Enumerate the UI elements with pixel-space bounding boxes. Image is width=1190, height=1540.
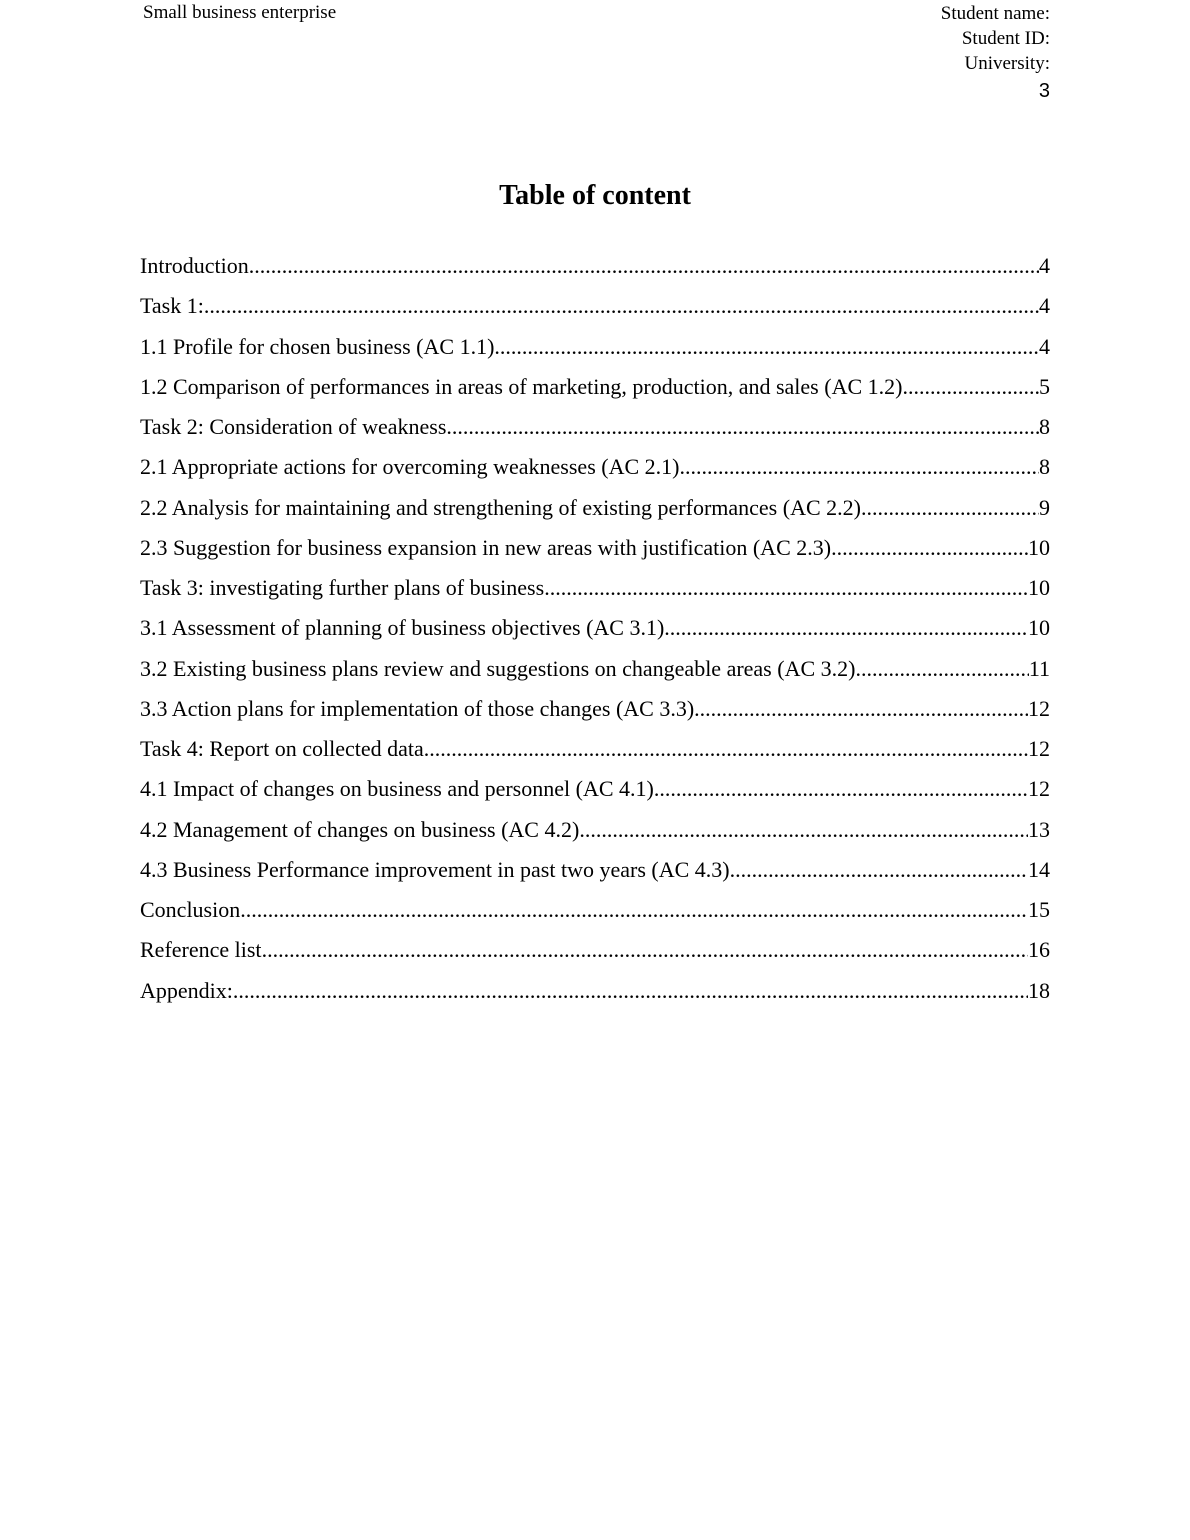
table-of-contents xyxy=(140,246,1050,1011)
toc-entry-label: 1.2 Comparison of performances in areas of marketing, production, and sales (AC 1.2) xyxy=(140,373,903,399)
toc-entry-page: 12 xyxy=(1028,776,1050,802)
toc-entry-label: 3.1 Assessment of planning of business objectives (AC 3.1) xyxy=(140,615,665,641)
toc-dot-leader xyxy=(204,286,1039,326)
toc-entry-label: 4.1 Impact of changes on business and personnel (AC 4.1) xyxy=(140,776,654,802)
toc-entry[interactable] xyxy=(140,810,1050,850)
toc-entry-label: Appendix: xyxy=(140,977,233,1003)
toc-dot-leader xyxy=(902,367,1039,407)
toc-dot-leader xyxy=(730,850,1028,890)
toc-entry-page: 14 xyxy=(1028,856,1050,882)
toc-entry[interactable] xyxy=(140,689,1050,729)
toc-dot-leader xyxy=(654,769,1028,809)
toc-dot-leader xyxy=(679,447,1039,487)
toc-dot-leader xyxy=(579,810,1028,850)
toc-dot-leader xyxy=(233,971,1028,1011)
toc-entry-label: Task 3: investigating further plans of business xyxy=(140,575,545,600)
toc-entry-label: Task 2: Consideration of weakness xyxy=(140,414,447,439)
toc-entry-page: 8 xyxy=(1039,454,1050,480)
toc-entry-page: 10 xyxy=(1028,534,1050,560)
toc-entry[interactable] xyxy=(140,407,1050,447)
running-header-title: Small business enterprise xyxy=(143,2,337,23)
toc-entry[interactable] xyxy=(140,890,1050,930)
toc-entry-label: 1.1 Profile for chosen business (AC 1.1) xyxy=(140,333,495,359)
toc-entry-page: 12 xyxy=(1028,736,1050,761)
toc-entry-page: 4 xyxy=(1039,333,1050,359)
toc-entry-label: 4.3 Business Performance improvement in past two years (AC 4.3) xyxy=(140,856,730,882)
toc-dot-leader xyxy=(855,649,1028,689)
toc-entry-label: 2.2 Analysis for maintaining and strengthening of existing performances (AC 2.2) xyxy=(140,494,861,520)
toc-dot-leader xyxy=(249,246,1039,286)
toc-entry[interactable] xyxy=(140,447,1050,487)
toc-dot-leader xyxy=(262,930,1028,970)
university-label: University: xyxy=(964,53,1050,74)
toc-entry[interactable] xyxy=(140,286,1050,326)
toc-entry-label: Task 1: xyxy=(140,293,204,319)
toc-entry-page: 12 xyxy=(1028,695,1050,721)
toc-entry-page: 4 xyxy=(1039,293,1050,319)
student-id-label: Student ID: xyxy=(961,28,1050,49)
toc-entry-page: 8 xyxy=(1039,414,1050,439)
toc-dot-leader xyxy=(861,488,1039,528)
toc-entry-page: 5 xyxy=(1039,373,1050,399)
toc-entry[interactable] xyxy=(140,971,1050,1011)
toc-entry[interactable] xyxy=(140,327,1050,367)
toc-entry-page: 15 xyxy=(1028,897,1050,922)
toc-entry-label: Reference list xyxy=(140,937,262,963)
toc-entry-label: Conclusion xyxy=(140,897,241,922)
page-title: Table of content xyxy=(499,180,691,211)
toc-entry-label: 4.2 Management of changes on business (AC 4.2) xyxy=(140,816,580,842)
toc-dot-leader xyxy=(694,689,1028,729)
student-name-label: Student name: xyxy=(940,3,1050,24)
toc-entry[interactable] xyxy=(140,367,1050,407)
toc-dot-leader xyxy=(446,407,1039,447)
toc-entry-page: 11 xyxy=(1028,655,1050,681)
toc-entry[interactable] xyxy=(140,649,1050,689)
toc-entry[interactable] xyxy=(140,528,1050,568)
toc-entry[interactable] xyxy=(140,930,1050,970)
toc-entry-label: Introduction xyxy=(140,253,249,278)
toc-dot-leader xyxy=(664,608,1028,648)
toc-dot-leader xyxy=(240,890,1028,930)
toc-entry-label: 3.3 Action plans for implementation of those changes (AC 3.3) xyxy=(140,695,695,721)
toc-entry-page: 10 xyxy=(1028,575,1050,600)
toc-entry-page: 16 xyxy=(1028,937,1050,963)
toc-entry[interactable] xyxy=(140,488,1050,528)
toc-entry-label: 2.3 Suggestion for business expansion in new areas with justification (AC 2.3) xyxy=(140,534,832,560)
page-number: 3 xyxy=(1038,80,1050,102)
toc-entry[interactable] xyxy=(140,608,1050,648)
toc-entry-label: 2.1 Appropriate actions for overcoming weaknesses (AC 2.1) xyxy=(140,454,680,480)
toc-dot-leader xyxy=(544,568,1028,608)
toc-dot-leader xyxy=(831,528,1028,568)
toc-dot-leader xyxy=(494,327,1039,367)
student-info-block xyxy=(941,1,1050,106)
toc-entry-page: 10 xyxy=(1028,615,1050,641)
toc-entry[interactable] xyxy=(140,769,1050,809)
toc-entry-label: Task 4: Report on collected data xyxy=(140,736,424,761)
toc-entry-label: 3.2 Existing business plans review and suggestions on changeable areas (AC 3.2) xyxy=(140,655,856,681)
toc-entry[interactable] xyxy=(140,246,1050,286)
toc-entry[interactable] xyxy=(140,729,1050,769)
toc-entry-page: 13 xyxy=(1028,816,1050,842)
toc-entry-page: 4 xyxy=(1039,253,1050,278)
toc-entry-page: 18 xyxy=(1028,977,1050,1003)
toc-entry[interactable] xyxy=(140,568,1050,608)
toc-entry-page: 9 xyxy=(1039,494,1050,520)
toc-entry[interactable] xyxy=(140,850,1050,890)
toc-dot-leader xyxy=(424,729,1028,769)
